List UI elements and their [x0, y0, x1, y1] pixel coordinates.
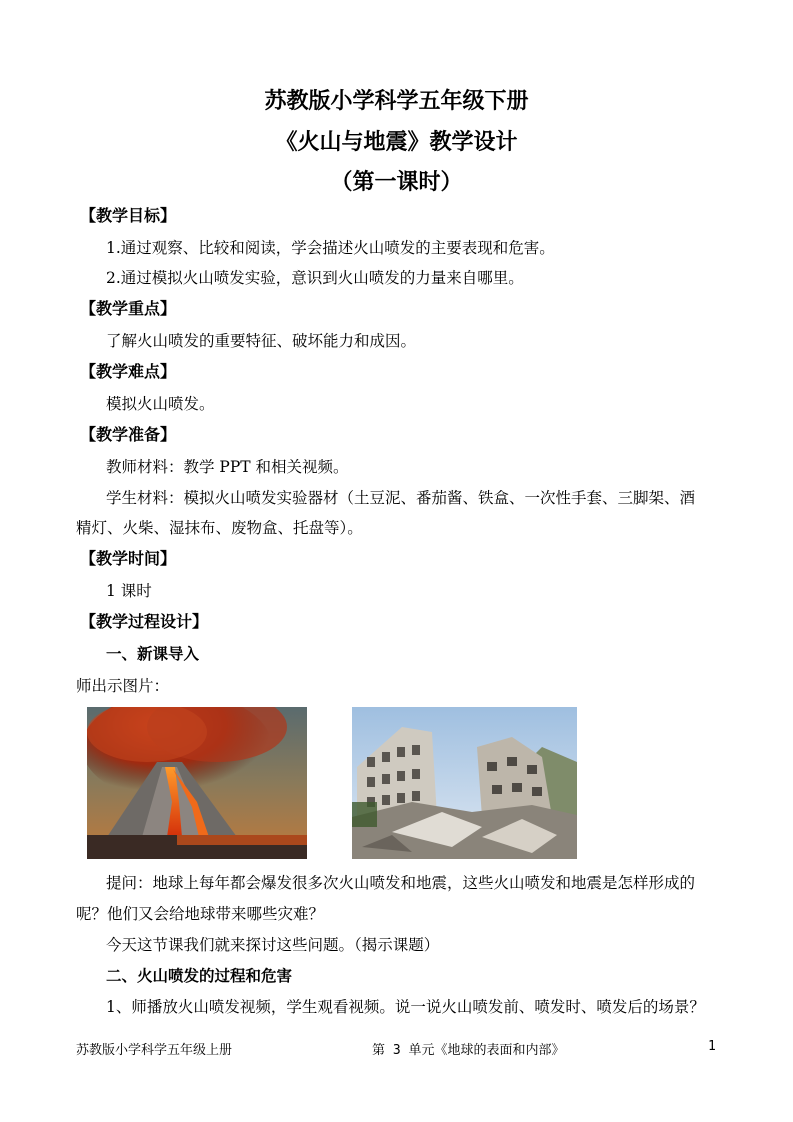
time-text: 1 课时 [106, 582, 152, 600]
question-line2: 呢？他们又会给地球带来哪些灾难？ [76, 905, 325, 923]
prep-student-line1: 学生材料：模拟火山喷发实验器材（土豆泥、番茄酱、铁盒、一次性手套、三脚架、酒 [106, 489, 696, 507]
lesson-title: 《火山与地震》教学设计 [275, 129, 518, 155]
lesson-period: （第一课时） [330, 169, 463, 195]
footer-center: 第 3 单元《地球的表面和内部》 [372, 1043, 565, 1058]
prep-student-line2: 精灯、火柴、湿抹布、废物盒、托盘等）。 [76, 519, 363, 537]
difficulty-text: 模拟火山喷发。 [106, 395, 215, 413]
difficulty-heading: 【教学难点】 [80, 362, 177, 381]
doc-title: 苏教版小学科学五年级下册 [264, 88, 529, 114]
page-number: 1 [708, 1039, 716, 1054]
show-pictures-text: 师出示图片： [76, 677, 170, 695]
goal-item-1: 1.通过观察、比较和阅读，学会描述火山喷发的主要表现和危害。 [106, 239, 555, 257]
goal-heading: 【教学目标】 [80, 206, 177, 225]
goal-item-2: 2.通过模拟火山喷发实验，意识到火山喷发的力量来自哪里。 [106, 269, 524, 287]
key-text: 了解火山喷发的重要特征、破坏能力和成因。 [106, 332, 417, 350]
volcano-eruption-photo [87, 707, 307, 859]
step1-heading: 一、新课导入 [106, 644, 200, 663]
prep-teacher: 教师材料：教学 PPT 和相关视频。 [106, 458, 349, 476]
footer-left: 苏教版小学科学五年级上册 [76, 1043, 233, 1058]
process-heading: 【教学过程设计】 [80, 612, 209, 631]
step2-heading: 二、火山喷发的过程和危害 [106, 966, 293, 985]
key-heading: 【教学重点】 [80, 299, 177, 318]
prep-heading: 【教学准备】 [80, 425, 177, 444]
time-heading: 【教学时间】 [80, 549, 177, 568]
earthquake-ruins-photo [352, 707, 577, 859]
step2-item1: 1、师播放火山喷发视频，学生观看视频。说一说火山喷发前、喷发时、喷发后的场景？ [106, 998, 705, 1016]
question-line1: 提问：地球上每年都会爆发很多次火山喷发和地震，这些火山喷发和地震是怎样形成的 [106, 874, 696, 892]
today-text: 今天这节课我们就来探讨这些问题。（揭示课题） [106, 936, 440, 954]
